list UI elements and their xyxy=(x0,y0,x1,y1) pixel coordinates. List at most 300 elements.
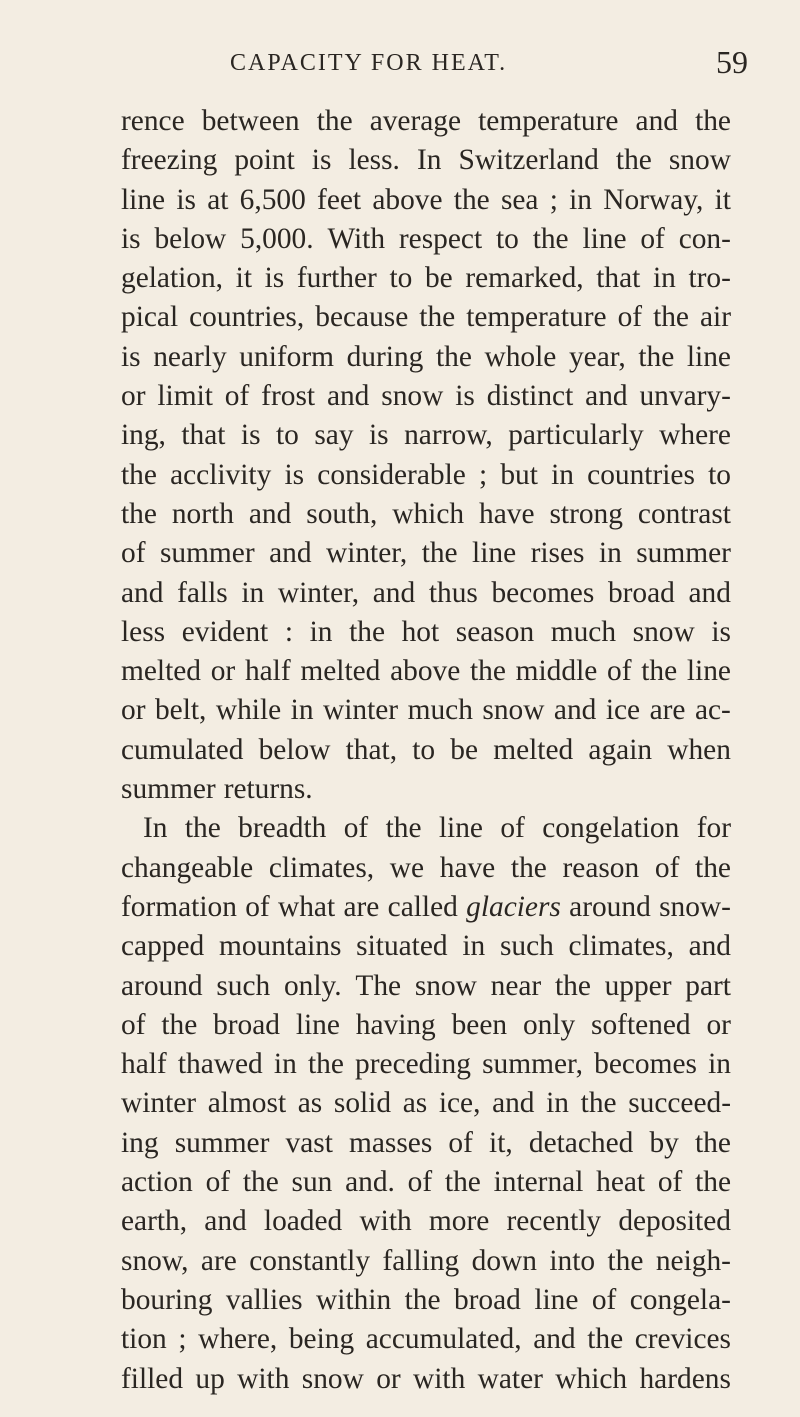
word: in xyxy=(708,1048,731,1081)
word: of xyxy=(657,1166,683,1199)
word: below xyxy=(154,222,227,255)
word: above xyxy=(372,183,443,216)
word: softened xyxy=(591,1008,691,1041)
word: of xyxy=(245,890,270,923)
word: middle xyxy=(515,655,598,688)
word: and. xyxy=(345,1166,395,1199)
word: only xyxy=(522,1008,576,1041)
word: sea xyxy=(500,183,539,216)
word: half xyxy=(244,655,291,688)
word: the xyxy=(587,1323,624,1356)
word: countries, xyxy=(189,301,305,334)
text-line xyxy=(121,888,731,927)
word: in xyxy=(569,183,593,216)
text-line xyxy=(121,1360,731,1399)
word: the xyxy=(653,301,689,334)
word: the xyxy=(695,1166,731,1199)
word: and xyxy=(553,694,597,727)
word: vallies xyxy=(225,1283,303,1316)
word: in xyxy=(652,262,676,295)
text-line xyxy=(121,141,731,180)
word: the xyxy=(349,615,385,648)
word: of xyxy=(343,812,369,845)
word: to xyxy=(495,222,519,255)
word: summer xyxy=(159,537,255,570)
text-line xyxy=(121,338,731,377)
word: the xyxy=(242,1166,279,1199)
word: ; xyxy=(549,183,558,216)
text-line xyxy=(121,613,731,652)
text-line xyxy=(121,1045,731,1084)
running-title: CAPACITY FOR HEAT. xyxy=(230,50,508,76)
word: line xyxy=(582,222,627,255)
word: and xyxy=(121,576,164,609)
text-line xyxy=(121,574,731,613)
word: around xyxy=(121,969,203,1002)
word: winter, xyxy=(277,576,360,609)
word: in xyxy=(598,537,622,570)
word: with xyxy=(359,1205,412,1238)
word: or xyxy=(121,380,146,413)
text-line xyxy=(121,731,731,770)
word: neigh- xyxy=(655,1244,731,1277)
word: snow xyxy=(414,969,477,1002)
word: temperature xyxy=(478,105,619,137)
word: the xyxy=(385,812,422,845)
word: while xyxy=(215,694,282,727)
word: of xyxy=(121,1008,146,1041)
word: line xyxy=(121,183,166,216)
word: frost xyxy=(261,380,316,413)
word: solid xyxy=(333,1087,392,1120)
word: north xyxy=(171,497,234,530)
word: have xyxy=(439,851,496,884)
word: and xyxy=(269,537,312,570)
word: detached xyxy=(528,1126,634,1159)
word: half xyxy=(121,1048,167,1081)
word: rises xyxy=(530,537,585,570)
word: with xyxy=(413,1362,466,1395)
word: In xyxy=(416,144,442,177)
word: the xyxy=(554,969,591,1002)
word: having xyxy=(355,1008,436,1041)
word: in xyxy=(551,458,574,491)
word: such xyxy=(216,969,271,1002)
word: where, xyxy=(198,1323,278,1356)
word: it xyxy=(235,262,252,295)
word: ing xyxy=(121,1126,159,1159)
text-line xyxy=(121,220,731,259)
word: the xyxy=(580,1087,617,1120)
word: filled xyxy=(121,1362,184,1395)
word: within xyxy=(316,1283,392,1316)
word: With xyxy=(327,222,386,255)
word: of xyxy=(640,222,665,255)
word: of xyxy=(500,812,525,845)
word: summer xyxy=(174,1126,270,1159)
word: are xyxy=(649,694,686,727)
word: Norway, xyxy=(603,183,704,216)
word: that xyxy=(181,419,226,452)
text-line xyxy=(121,259,731,298)
word: between xyxy=(201,105,300,137)
text-line xyxy=(121,927,731,966)
word: the xyxy=(615,144,652,177)
word: the xyxy=(694,1126,731,1159)
word: accumulated, xyxy=(365,1323,522,1356)
word: the xyxy=(453,183,490,216)
word: becomes xyxy=(594,1048,697,1081)
word: of xyxy=(607,655,632,688)
word: crevices xyxy=(634,1323,731,1356)
word: respect xyxy=(398,222,483,255)
text-line xyxy=(121,1006,731,1045)
word: gelation, xyxy=(121,262,224,295)
word: point xyxy=(234,144,295,177)
word: above xyxy=(390,655,461,688)
word: snow xyxy=(381,380,444,413)
word: temperature xyxy=(466,301,607,334)
word: which xyxy=(392,497,465,530)
word: below xyxy=(258,733,331,766)
word: whole xyxy=(484,340,557,373)
word: distinct xyxy=(486,380,574,413)
text-line xyxy=(121,456,731,495)
word: because xyxy=(315,301,409,334)
word: : xyxy=(284,615,293,648)
word: less xyxy=(121,615,166,648)
text-line xyxy=(121,102,731,141)
word: line xyxy=(534,1283,579,1316)
word: which xyxy=(555,1362,628,1395)
word: what xyxy=(278,890,336,923)
word: where xyxy=(659,419,731,452)
word: upper xyxy=(604,969,672,1002)
word: but xyxy=(500,458,538,491)
word: or xyxy=(706,1008,731,1041)
text-line xyxy=(121,298,731,337)
word: freezing xyxy=(121,144,218,177)
word: in xyxy=(241,576,265,609)
word: to xyxy=(708,458,731,491)
word: much xyxy=(407,694,473,727)
word: narrow, xyxy=(404,419,493,452)
word: hardens xyxy=(639,1362,731,1395)
word: thus xyxy=(428,576,478,609)
word: season xyxy=(455,615,535,648)
word: The xyxy=(355,969,402,1002)
word: snow, xyxy=(121,1244,189,1277)
text-line xyxy=(121,770,731,809)
word: ; xyxy=(479,458,488,491)
word: down xyxy=(471,1244,537,1277)
text-line xyxy=(121,849,731,888)
word: the xyxy=(695,105,731,137)
text-line xyxy=(121,652,731,691)
text-line xyxy=(121,1242,731,1281)
word: and xyxy=(204,1205,247,1238)
word: and xyxy=(688,576,731,609)
word: is xyxy=(369,419,389,452)
word: in xyxy=(273,1048,297,1081)
word: becomes xyxy=(491,576,595,609)
word: snow- xyxy=(659,890,731,923)
word: hot xyxy=(401,615,440,648)
word: ac- xyxy=(694,694,731,727)
word: In xyxy=(143,812,168,845)
word: recently xyxy=(506,1205,602,1238)
word: the xyxy=(470,655,506,688)
word: countries xyxy=(587,458,695,491)
word: as xyxy=(297,1087,323,1120)
word: and xyxy=(248,497,292,530)
word: the xyxy=(510,851,547,884)
word: the xyxy=(121,458,157,491)
word: of xyxy=(224,380,250,413)
text-line xyxy=(121,809,731,848)
word: evident xyxy=(181,615,269,648)
word: masses xyxy=(349,1126,433,1159)
word: in xyxy=(290,694,314,727)
word: tro- xyxy=(688,262,731,295)
word: the xyxy=(419,301,456,334)
word: much xyxy=(550,615,617,648)
text-line xyxy=(121,534,731,573)
text-line xyxy=(121,1281,731,1320)
word: winter xyxy=(323,694,399,727)
word: mountains xyxy=(218,930,342,963)
word: the xyxy=(316,105,353,137)
word: rence xyxy=(121,105,185,137)
word: of xyxy=(407,1166,433,1199)
word: ice xyxy=(605,694,641,727)
word: again xyxy=(588,733,653,766)
word: average xyxy=(369,105,462,137)
word: it xyxy=(714,183,731,216)
word: of xyxy=(591,1283,617,1316)
word: winter xyxy=(121,1087,197,1120)
word: further xyxy=(296,262,377,295)
page-number: 59 xyxy=(716,44,748,80)
word: is xyxy=(176,183,196,216)
text-line xyxy=(121,1084,731,1123)
word: snow xyxy=(668,144,731,177)
word: melted xyxy=(121,655,201,688)
word: considerable xyxy=(317,458,466,491)
word: snow xyxy=(482,694,545,727)
word: falling xyxy=(382,1244,460,1277)
word: air xyxy=(699,301,731,334)
word: being xyxy=(288,1323,355,1356)
word: climates, xyxy=(568,930,674,963)
word: contrast xyxy=(637,497,731,530)
word: the xyxy=(607,1244,644,1277)
word: or xyxy=(121,694,146,727)
word: of xyxy=(448,1126,473,1159)
text-line xyxy=(121,495,731,534)
word: loaded xyxy=(263,1205,343,1238)
word: feet xyxy=(317,183,362,216)
word: or xyxy=(376,1362,401,1395)
word: Switzerland xyxy=(458,144,599,177)
word: ing, xyxy=(121,419,166,452)
italic-term: glaciers xyxy=(466,890,561,923)
word: congela- xyxy=(629,1283,731,1316)
word: returns. xyxy=(223,773,313,806)
word: 6,500 xyxy=(239,183,306,216)
word: action xyxy=(121,1166,193,1199)
word: the xyxy=(435,340,472,373)
word: broad xyxy=(453,1283,521,1316)
word: called xyxy=(387,890,458,923)
word: the xyxy=(638,340,675,373)
word: earth, xyxy=(121,1205,188,1238)
word: only. xyxy=(283,969,342,1002)
word: nearly xyxy=(153,340,227,373)
word: succeed- xyxy=(628,1087,731,1120)
word: of xyxy=(121,537,146,570)
word: broad xyxy=(607,576,675,609)
word: sun xyxy=(291,1166,333,1199)
word: tion xyxy=(121,1323,167,1356)
word: the xyxy=(444,1166,481,1199)
text-line xyxy=(121,691,731,730)
running-head xyxy=(0,44,800,90)
text-line xyxy=(121,1202,731,1241)
text-line xyxy=(121,416,731,455)
word: is xyxy=(121,222,141,255)
word: have xyxy=(479,497,535,530)
word: limit xyxy=(157,380,213,413)
body-text xyxy=(121,102,731,1399)
word: line xyxy=(686,655,731,688)
word: of xyxy=(205,1166,231,1199)
word: the xyxy=(532,222,569,255)
word: melted xyxy=(300,655,381,688)
word: snow xyxy=(301,1362,364,1395)
text-line xyxy=(121,377,731,416)
word: into xyxy=(549,1244,596,1277)
word: and xyxy=(492,1087,535,1120)
word: up xyxy=(195,1362,225,1395)
word: and xyxy=(688,930,731,963)
word: of xyxy=(654,851,680,884)
word: are xyxy=(343,890,380,923)
word: snow xyxy=(632,615,695,648)
word: by xyxy=(649,1126,679,1159)
word: of xyxy=(617,301,643,334)
word: or xyxy=(210,655,236,688)
word: uniform xyxy=(239,340,334,373)
word: line xyxy=(295,1008,340,1041)
word: that xyxy=(596,262,641,295)
word: it, xyxy=(489,1126,513,1159)
word: say xyxy=(314,419,354,452)
text-line xyxy=(121,1320,731,1359)
word: the xyxy=(421,537,458,570)
word: more xyxy=(428,1205,490,1238)
word: be xyxy=(450,733,479,766)
word: thawed xyxy=(177,1048,263,1081)
word: when xyxy=(667,733,731,766)
word: pical xyxy=(121,301,179,334)
word: the xyxy=(404,1283,441,1316)
word: in xyxy=(546,1087,570,1120)
word: summer xyxy=(636,537,731,570)
word: capped xyxy=(121,930,205,963)
word: congelation xyxy=(542,812,680,845)
word: deposited xyxy=(618,1205,731,1238)
word: strong xyxy=(549,497,623,530)
word: to xyxy=(276,419,299,452)
word: summer xyxy=(121,773,216,806)
word: the xyxy=(641,655,678,688)
word: broad xyxy=(213,1008,280,1041)
word: is xyxy=(711,615,731,648)
word: to xyxy=(389,262,413,295)
word: vast xyxy=(285,1126,333,1159)
text-line xyxy=(121,1124,731,1163)
word: and xyxy=(585,380,628,413)
word: acclivity xyxy=(170,458,272,491)
word: climates, xyxy=(268,851,375,884)
word: preceding xyxy=(355,1048,471,1081)
word: ice, xyxy=(438,1087,481,1120)
word: belt, xyxy=(154,694,207,727)
word: in xyxy=(462,930,486,963)
text-line xyxy=(121,181,731,220)
word: part xyxy=(685,969,731,1002)
word: be xyxy=(424,262,453,295)
word: less. xyxy=(348,144,400,177)
word: the xyxy=(121,497,157,530)
word: water xyxy=(477,1362,543,1395)
word: con- xyxy=(678,222,731,255)
word: is xyxy=(121,340,141,373)
word: year, xyxy=(568,340,626,373)
word: and xyxy=(326,380,370,413)
word: is xyxy=(240,419,261,452)
word: such xyxy=(499,930,554,963)
word: around xyxy=(569,890,651,923)
word: south, xyxy=(306,497,378,530)
word: bouring xyxy=(121,1283,213,1316)
word: and xyxy=(533,1323,576,1356)
word: the xyxy=(161,1008,198,1041)
word: unvary- xyxy=(639,380,731,413)
word: ; xyxy=(178,1323,187,1356)
text-line xyxy=(121,967,731,1006)
text-line xyxy=(121,1163,731,1202)
word: is xyxy=(455,380,475,413)
word: to xyxy=(412,733,436,766)
word: situated xyxy=(356,930,448,963)
word: been xyxy=(451,1008,508,1041)
word: is xyxy=(284,458,305,491)
word: internal xyxy=(493,1166,584,1199)
word: 5,000. xyxy=(240,222,314,255)
word: with xyxy=(237,1362,290,1395)
word: formation xyxy=(121,890,237,923)
word: cumulated xyxy=(121,733,244,766)
word: changeable xyxy=(121,851,254,884)
word: are xyxy=(200,1244,237,1277)
word: falls xyxy=(177,576,228,609)
word: melted xyxy=(493,733,574,766)
word: heat xyxy=(596,1166,646,1199)
word: in xyxy=(309,615,333,648)
word: constantly xyxy=(249,1244,371,1277)
